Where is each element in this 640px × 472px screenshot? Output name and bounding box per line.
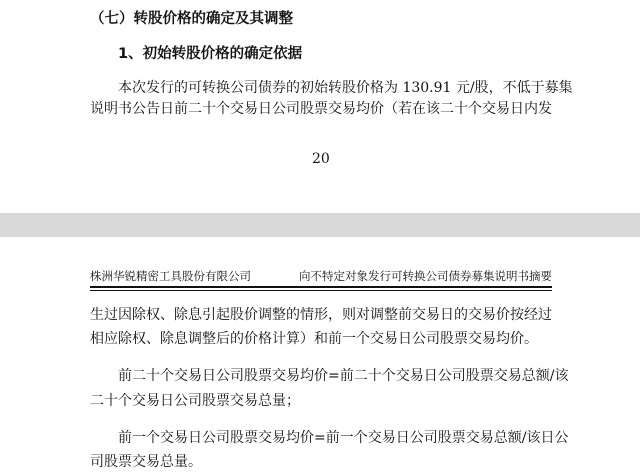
header-rule xyxy=(90,286,552,288)
document-page-2 xyxy=(0,237,640,472)
paragraph-line: 前二十个交易日公司股票交易均价=前二十个交易日公司股票交易总额/该 xyxy=(118,368,569,384)
paragraph-line: 本次发行的可转换公司债券的初始转股价格为 130.91 元/股，不低于募集 xyxy=(118,80,573,96)
sub-heading: 1、初始转股价格的确定依据 xyxy=(118,46,303,62)
paragraph-line: 生过因除权、除息引起股价调整的情形，则对调整前交易日的交易价按经过 xyxy=(90,307,552,323)
paragraph-line: 前一个交易日公司股票交易均价=前一个交易日公司股票交易总额/该日公 xyxy=(118,430,569,446)
section-heading: （七）转股价格的确定及其调整 xyxy=(90,11,293,27)
document-page-1 xyxy=(0,0,640,213)
paragraph-line: 司股票交易总量。 xyxy=(90,454,202,470)
paragraph-line: 二十个交易日公司股票交易总量； xyxy=(90,393,300,409)
page-gap xyxy=(0,213,640,237)
paragraph-line: 相应除权、除息调整后的价格计算）和前一个交易日公司股票交易均价。 xyxy=(90,331,538,347)
page-number: 20 xyxy=(312,151,330,167)
header-rule-thin xyxy=(90,290,552,291)
header-document-title: 向不特定对象发行可转换公司债券募集说明书摘要 xyxy=(299,269,552,283)
header-company-name: 株洲华锐精密工具股份有限公司 xyxy=(90,269,251,283)
paragraph-line: 说明书公告日前二十个交易日公司股票交易均价（若在该二十个交易日内发 xyxy=(90,101,552,117)
